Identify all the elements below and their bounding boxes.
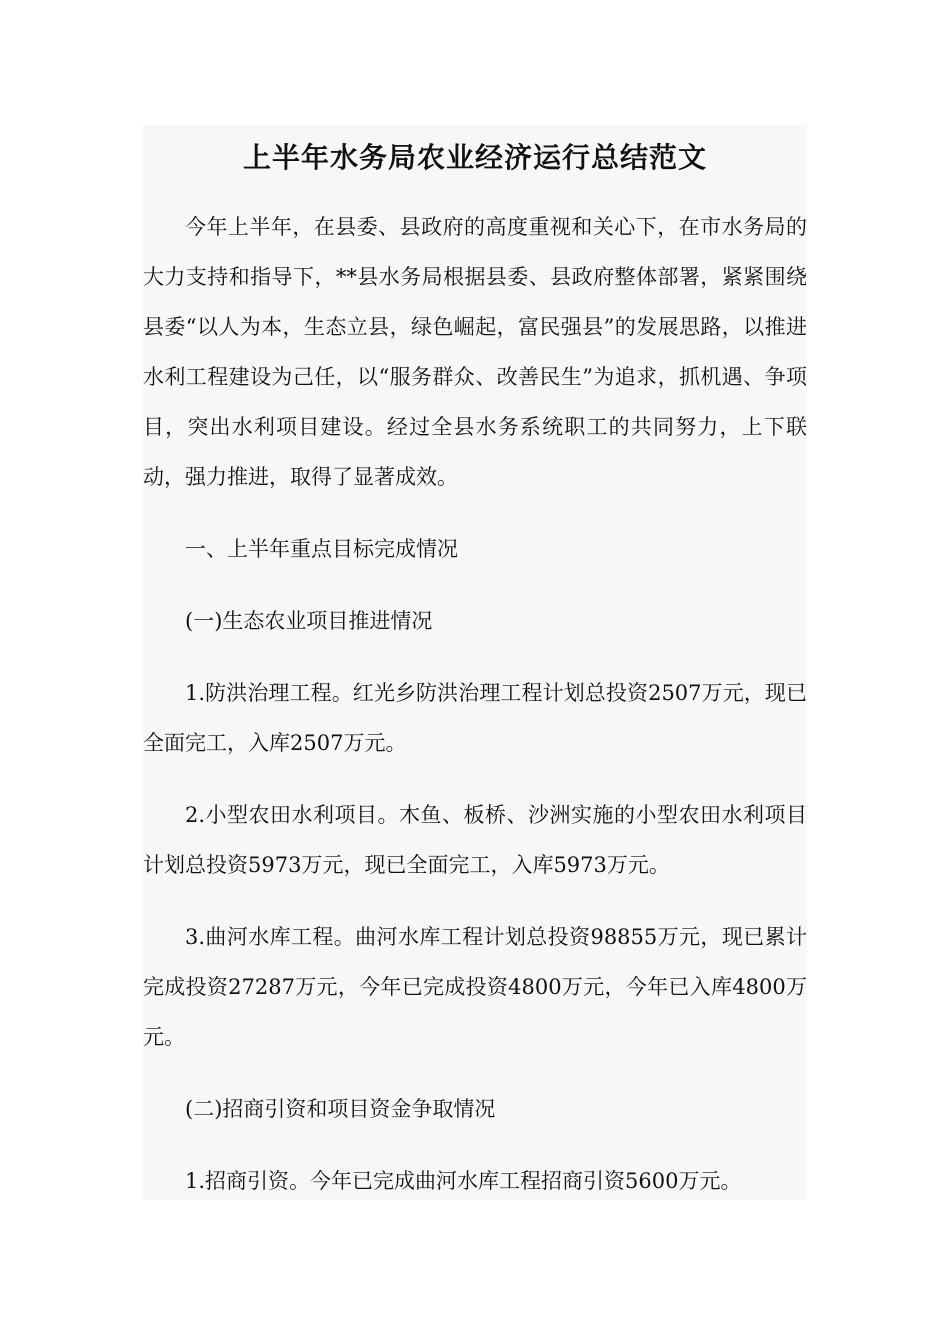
section-heading-1: 一、上半年重点目标完成情况 xyxy=(185,537,458,561)
intro-paragraph: 今年上半年，在县委、县政府的高度重视和关心下，在市水务局的大力支持和指导下，**县水务局根据县委、县政府整体部署，紧紧围绕县委“以人为本，生态立县，绿色崛起，富民强县”的发展思路，以推进水利工程建设为己任，以“服务群众、改善民生”为追求，抓机遇、争项目，突出水利项目建设。经过全县水务系统职工的共同努力，上下联动，强力推进，取得了显著成效。 xyxy=(143,215,807,489)
item-farmland-irrigation: 2.小型农田水利项目。木鱼、板桥、沙洲实施的小型农田水利项目计划总投资5973万元，现已全面完工，入库5973万元。 xyxy=(143,803,807,877)
item-investment-attraction: 1.招商引资。今年已完成曲河水库工程招商引资5600万元。 xyxy=(185,1169,742,1193)
subsection-heading-2: (二)招商引资和项目资金争取情况 xyxy=(185,1097,496,1121)
item-flood-control: 1.防洪治理工程。红光乡防洪治理工程计划总投资2507万元，现已全面完工，入库2507万元。 xyxy=(143,681,807,755)
document-page xyxy=(143,125,807,1200)
item-quhe-reservoir: 3.曲河水库工程。曲河水库工程计划总投资98855万元，现已累计完成投资27287万元，今年已完成投资4800万元，今年已入库4800万元。 xyxy=(143,925,807,1049)
document-body xyxy=(143,202,807,1206)
document-title: 上半年水务局农业经济运行总结范文 xyxy=(242,141,707,174)
subsection-heading-1: (一)生态农业项目推进情况 xyxy=(185,609,433,633)
